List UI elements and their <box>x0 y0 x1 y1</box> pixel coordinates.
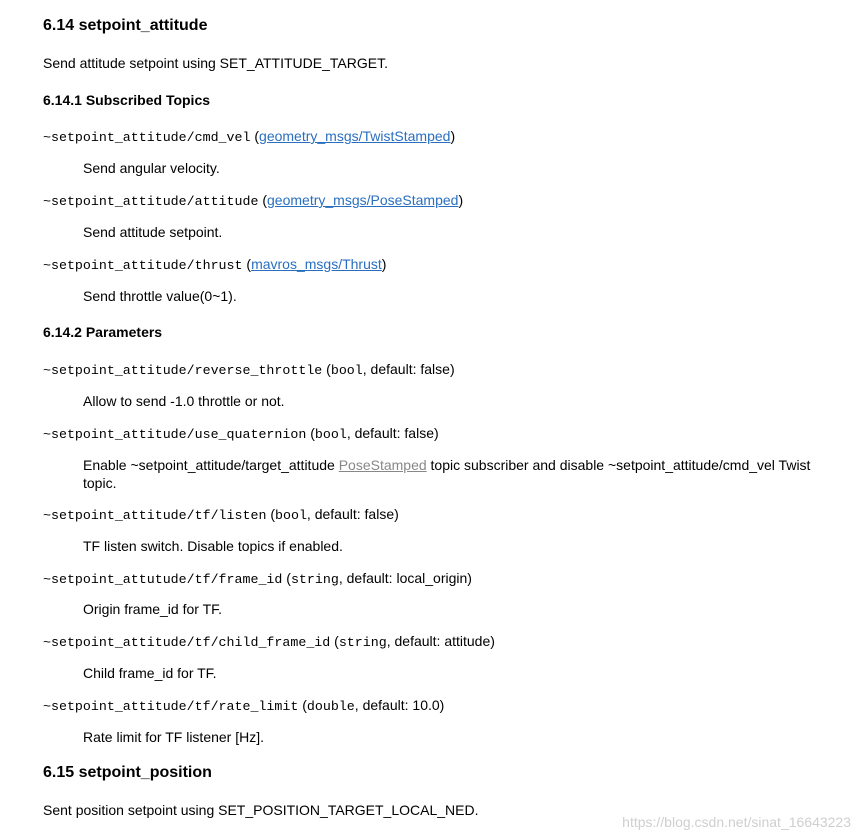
parameter-entry: ~setpoint_attitude/tf/rate_limit (double, default: 10.0) <box>43 697 445 714</box>
topic-name: ~setpoint_attitude/thrust <box>43 258 243 273</box>
posestamped-link[interactable]: PoseStamped <box>338 457 427 473</box>
parameter-default: attitude <box>444 633 491 649</box>
section-title-setpoint-position: 6.15 setpoint_position <box>43 764 212 781</box>
parameter-entry: ~setpoint_attitude/use_quaternion (bool, default: false) <box>43 425 439 442</box>
parameter-entry: ~setpoint_attutude/tf/frame_id (string, default: local_origin) <box>43 570 472 587</box>
parameter-default: local_origin <box>396 570 468 586</box>
parameter-type: string <box>290 572 339 587</box>
parameter-type: string <box>338 635 387 650</box>
topic-type-link[interactable]: geometry_msgs/PoseStamped <box>267 192 459 208</box>
section-intro: Send attitude setpoint using SET_ATTITUDE_TARGET. <box>43 55 388 71</box>
parameter-type: bool <box>275 508 307 523</box>
parameter-default: false <box>404 425 434 441</box>
default-label: default: <box>354 425 401 441</box>
parameter-description: Allow to send -1.0 throttle or not. <box>83 393 285 409</box>
parameter-description: TF listen switch. Disable topics if enabled. <box>83 538 343 554</box>
section-title-setpoint-attitude: 6.14 setpoint_attitude <box>43 17 208 34</box>
parameter-name: ~setpoint_attitude/tf/rate_limit <box>43 699 299 714</box>
topic-description: Send angular velocity. <box>83 160 220 176</box>
description-text: Enable ~setpoint_attitude/target_attitude <box>83 457 335 473</box>
parameter-name: ~setpoint_attitude/use_quaternion <box>43 427 307 442</box>
parameter-name: ~setpoint_attitude/tf/listen <box>43 508 267 523</box>
parameter-description <box>83 456 823 492</box>
parameter-name: ~setpoint_attitude/reverse_throttle <box>43 363 323 378</box>
default-label: default: <box>314 506 361 522</box>
subsection-title-parameters: 6.14.2 Parameters <box>43 324 163 340</box>
topic-entry: ~setpoint_attitude/cmd_vel (geometry_msgs/TwistStamped) <box>43 128 456 145</box>
parameter-default: false <box>420 361 450 377</box>
default-label: default: <box>346 570 393 586</box>
topic-type-link[interactable]: geometry_msgs/TwistStamped <box>259 128 451 144</box>
parameter-description: Origin frame_id for TF. <box>83 601 223 617</box>
parameter-entry: ~setpoint_attitude/reverse_throttle (bool, default: false) <box>43 361 455 378</box>
topic-entry: ~setpoint_attitude/thrust (mavros_msgs/Thrust) <box>43 256 387 273</box>
parameter-default: false <box>364 506 395 522</box>
parameter-description: Child frame_id for TF. <box>83 665 217 681</box>
parameter-description: Rate limit for TF listener [Hz]. <box>83 729 265 745</box>
parameter-name: ~setpoint_attitude/tf/child_frame_id <box>43 635 331 650</box>
default-label: default: <box>370 361 417 377</box>
watermark: https://blog.csdn.net/sinat_16643223 <box>622 814 851 830</box>
topic-name: ~setpoint_attitude/attitude <box>43 194 259 209</box>
parameter-type: bool <box>314 427 347 442</box>
default-label: default: <box>362 697 409 713</box>
description-text: topic subscriber and disable ~setpoint_attitude/cmd_vel Twist topic. <box>83 457 811 491</box>
parameter-name: ~setpoint_attutude/tf/frame_id <box>43 572 283 587</box>
parameter-type: double <box>306 699 355 714</box>
topic-description: Send attitude setpoint. <box>83 224 223 240</box>
default-label: default: <box>394 633 441 649</box>
parameter-entry: ~setpoint_attitude/tf/child_frame_id (string, default: attitude) <box>43 633 495 650</box>
topic-description: Send throttle value(0~1). <box>83 288 237 304</box>
parameter-entry: ~setpoint_attitude/tf/listen (bool, default: false) <box>43 506 399 523</box>
parameter-default: 10.0 <box>412 697 440 713</box>
section-intro: Sent position setpoint using SET_POSITION_TARGET_LOCAL_NED. <box>43 802 479 818</box>
topic-name: ~setpoint_attitude/cmd_vel <box>43 130 251 145</box>
topic-type-link[interactable]: mavros_msgs/Thrust <box>251 256 382 272</box>
topic-entry: ~setpoint_attitude/attitude (geometry_msgs/PoseStamped) <box>43 192 464 209</box>
subsection-title-subscribed-topics: 6.14.1 Subscribed Topics <box>43 92 211 108</box>
parameter-type: bool <box>330 363 363 378</box>
